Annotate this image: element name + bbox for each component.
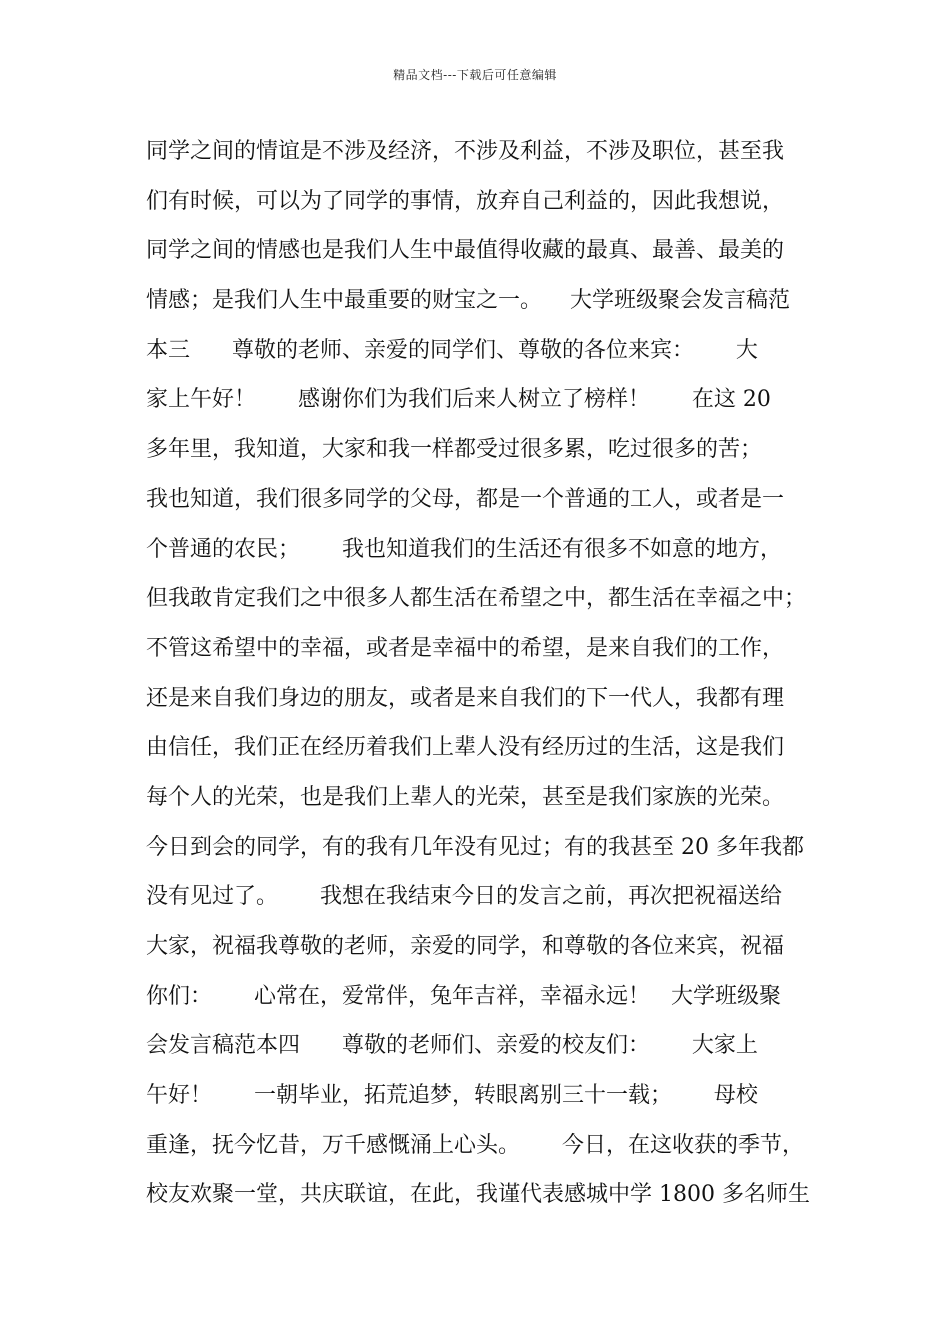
text-line: 我也知道，我们很多同学的父母，都是一个普通的工人，或者是一: [146, 486, 785, 512]
text-line: 由信任，我们正在经历着我们上辈人没有经历过的生活，这是我们: [146, 735, 785, 761]
text-line: 今日到会的同学，有的我有几年没有见过；有的我甚至 20 多年我都: [146, 834, 804, 860]
text-line: 但我敢肯定我们之中很多人都生活在希望之中，都生活在幸福之中；: [146, 586, 807, 612]
page-header: 精品文档---下载后可任意编辑: [393, 68, 557, 82]
text-line: 大家，祝福我尊敬的老师，亲爱的同学，和尊敬的各位来宾，祝福: [146, 934, 785, 959]
text-line: 本三 尊敬的老师、亲爱的同学们、尊敬的各位来宾： 大: [146, 337, 758, 363]
text-line: 家上午好！ 感谢你们为我们后来人树立了榜样！ 在这 20: [146, 387, 771, 413]
text-line: 每个人的光荣，也是我们上辈人的光荣，甚至是我们家族的光荣。: [146, 784, 785, 810]
text-line: 你们： 心常在，爱常伴，兔年吉祥，幸福永远！ 大学班级聚: [146, 983, 781, 1009]
text-line: 午好！ 一朝毕业，拓荒追梦，转眼离别三十一载； 母校: [146, 1083, 758, 1109]
body-text: [146, 132, 826, 1225]
text-line: 情感；是我们人生中最重要的财宝之一。 大学班级聚会发言稿范: [146, 288, 790, 314]
text-line: 没有见过了。 我想在我结束今日的发言之前，再次把祝福送给: [146, 884, 782, 910]
text-line: 们有时候，可以为了同学的事情，放弃自己利益的，因此我想说，: [146, 188, 785, 214]
text-line: 同学之间的情感也是我们人生中最值得收藏的最真、最善、最美的: [146, 238, 785, 264]
text-line: 个普通的农民； 我也知道我们的生活还有很多不如意的地方，: [146, 536, 782, 562]
text-line: 同学之间的情谊是不涉及经济，不涉及利益，不涉及职位，甚至我: [146, 139, 785, 164]
text-line: 还是来自我们身边的朋友，或者是来自我们的下一代人，我都有理: [146, 685, 785, 711]
text-line: 会发言稿范本四 尊敬的老师们、亲爱的校友们： 大家上: [146, 1033, 758, 1059]
text-line: 重逢，抚今忆昔，万千感慨涌上心头。 今日，在这收获的季节，: [146, 1132, 804, 1158]
text-line: 校友欢聚一堂，共庆联谊，在此，我谨代表感城中学 1800 多名师生: [146, 1182, 810, 1208]
text-line: 多年里，我知道，大家和我一样都受过很多累，吃过很多的苦；: [146, 437, 763, 463]
text-line: 不管这希望中的幸福，或者是幸福中的希望，是来自我们的工作，: [146, 635, 785, 661]
